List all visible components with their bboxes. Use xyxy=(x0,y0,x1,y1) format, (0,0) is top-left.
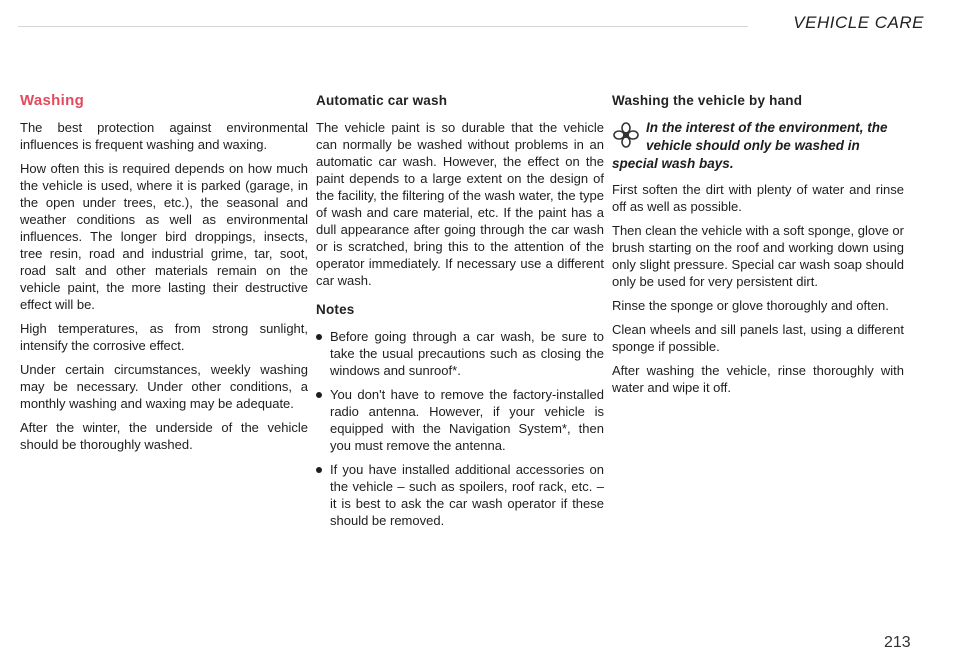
page-number: 213 xyxy=(884,634,911,651)
page-header-title: VEHICLE CARE xyxy=(793,13,924,32)
paragraph: The best protection against environmental influences is frequent washing and waxing. xyxy=(20,120,308,152)
subheading-washing-by-hand: Washing the vehicle by hand xyxy=(612,93,803,108)
paragraph: First soften the dirt with plenty of water and rinse off as well as possible. xyxy=(612,182,904,214)
paragraph: After the winter, the underside of the vehicle should be thoroughly washed. xyxy=(20,420,308,452)
note-text: Before going through a car wash, be sure to take the usual precautions such as closing the windows and sunroof*. xyxy=(330,329,604,378)
note-text: You don't have to remove the factory-installed radio antenna. However, if your vehicle is equipped with the Navigation System*, then you must remove the antenna. xyxy=(330,387,604,453)
environment-note xyxy=(612,119,904,173)
paragraph: After washing the vehicle, rinse thoroughly with water and wipe it off. xyxy=(612,363,904,395)
note-text: If you have installed additional accessories on the vehicle – such as spoilers, roof rack, etc. – it is best to ask the car wash operator if these should be removed. xyxy=(330,462,604,528)
section-heading-washing: Washing xyxy=(20,92,85,109)
note-item xyxy=(316,461,604,529)
bullet-icon xyxy=(316,334,322,340)
paragraph: The vehicle paint is so durable that the vehicle can normally be washed without problems in an automatic car wash. However, the effect on the paint depends to a large extent on the design of the facility, the filtering of the wash water, the type of wash and care material, etc. If the paint has a dull appearance after going through the car wash or is scratched, bring this to the attention of the operator immediately. If necessary use a different car wash. xyxy=(316,120,604,288)
paragraph: Then clean the vehicle with a soft sponge, glove or brush starting on the roof and working down using only slight pressure. Special car wash soap should only be used for very persistent dirt. xyxy=(612,223,904,289)
bullet-icon xyxy=(316,392,322,398)
column-automatic-car-wash xyxy=(316,92,604,536)
flower-icon xyxy=(612,121,640,149)
paragraph: Clean wheels and sill panels last, using a different sponge if possible. xyxy=(612,322,904,354)
header-rule xyxy=(18,26,748,27)
paragraph: Rinse the sponge or glove thoroughly and often. xyxy=(612,298,889,313)
bullet-icon xyxy=(316,467,322,473)
paragraph: How often this is required depends on how much the vehicle is used, where it is parked (garage, in the open under trees, etc.), the seasonal and weather conditions as well as environmental influences. The longer bird droppings, insects, tree resin, road and industrial grime, tar, soot, road salt and other materials remain on the vehicle paint, the more lasting their destructive effect will be. xyxy=(20,161,308,312)
column-washing xyxy=(20,92,308,460)
environment-note-text: In the interest of the environment, the vehicle should only be washed in special wash bays. xyxy=(612,120,888,171)
note-item xyxy=(316,386,604,454)
paragraph: Under certain circumstances, weekly washing may be necessary. Under other conditions, a monthly washing and waxing may be adequate. xyxy=(20,362,308,411)
column-washing-by-hand xyxy=(612,92,904,403)
note-item xyxy=(316,328,604,379)
subheading-automatic-car-wash: Automatic car wash xyxy=(316,93,448,108)
paragraph: High temperatures, as from strong sunlight, intensify the corrosive effect. xyxy=(20,321,308,353)
subheading-notes: Notes xyxy=(316,302,355,317)
